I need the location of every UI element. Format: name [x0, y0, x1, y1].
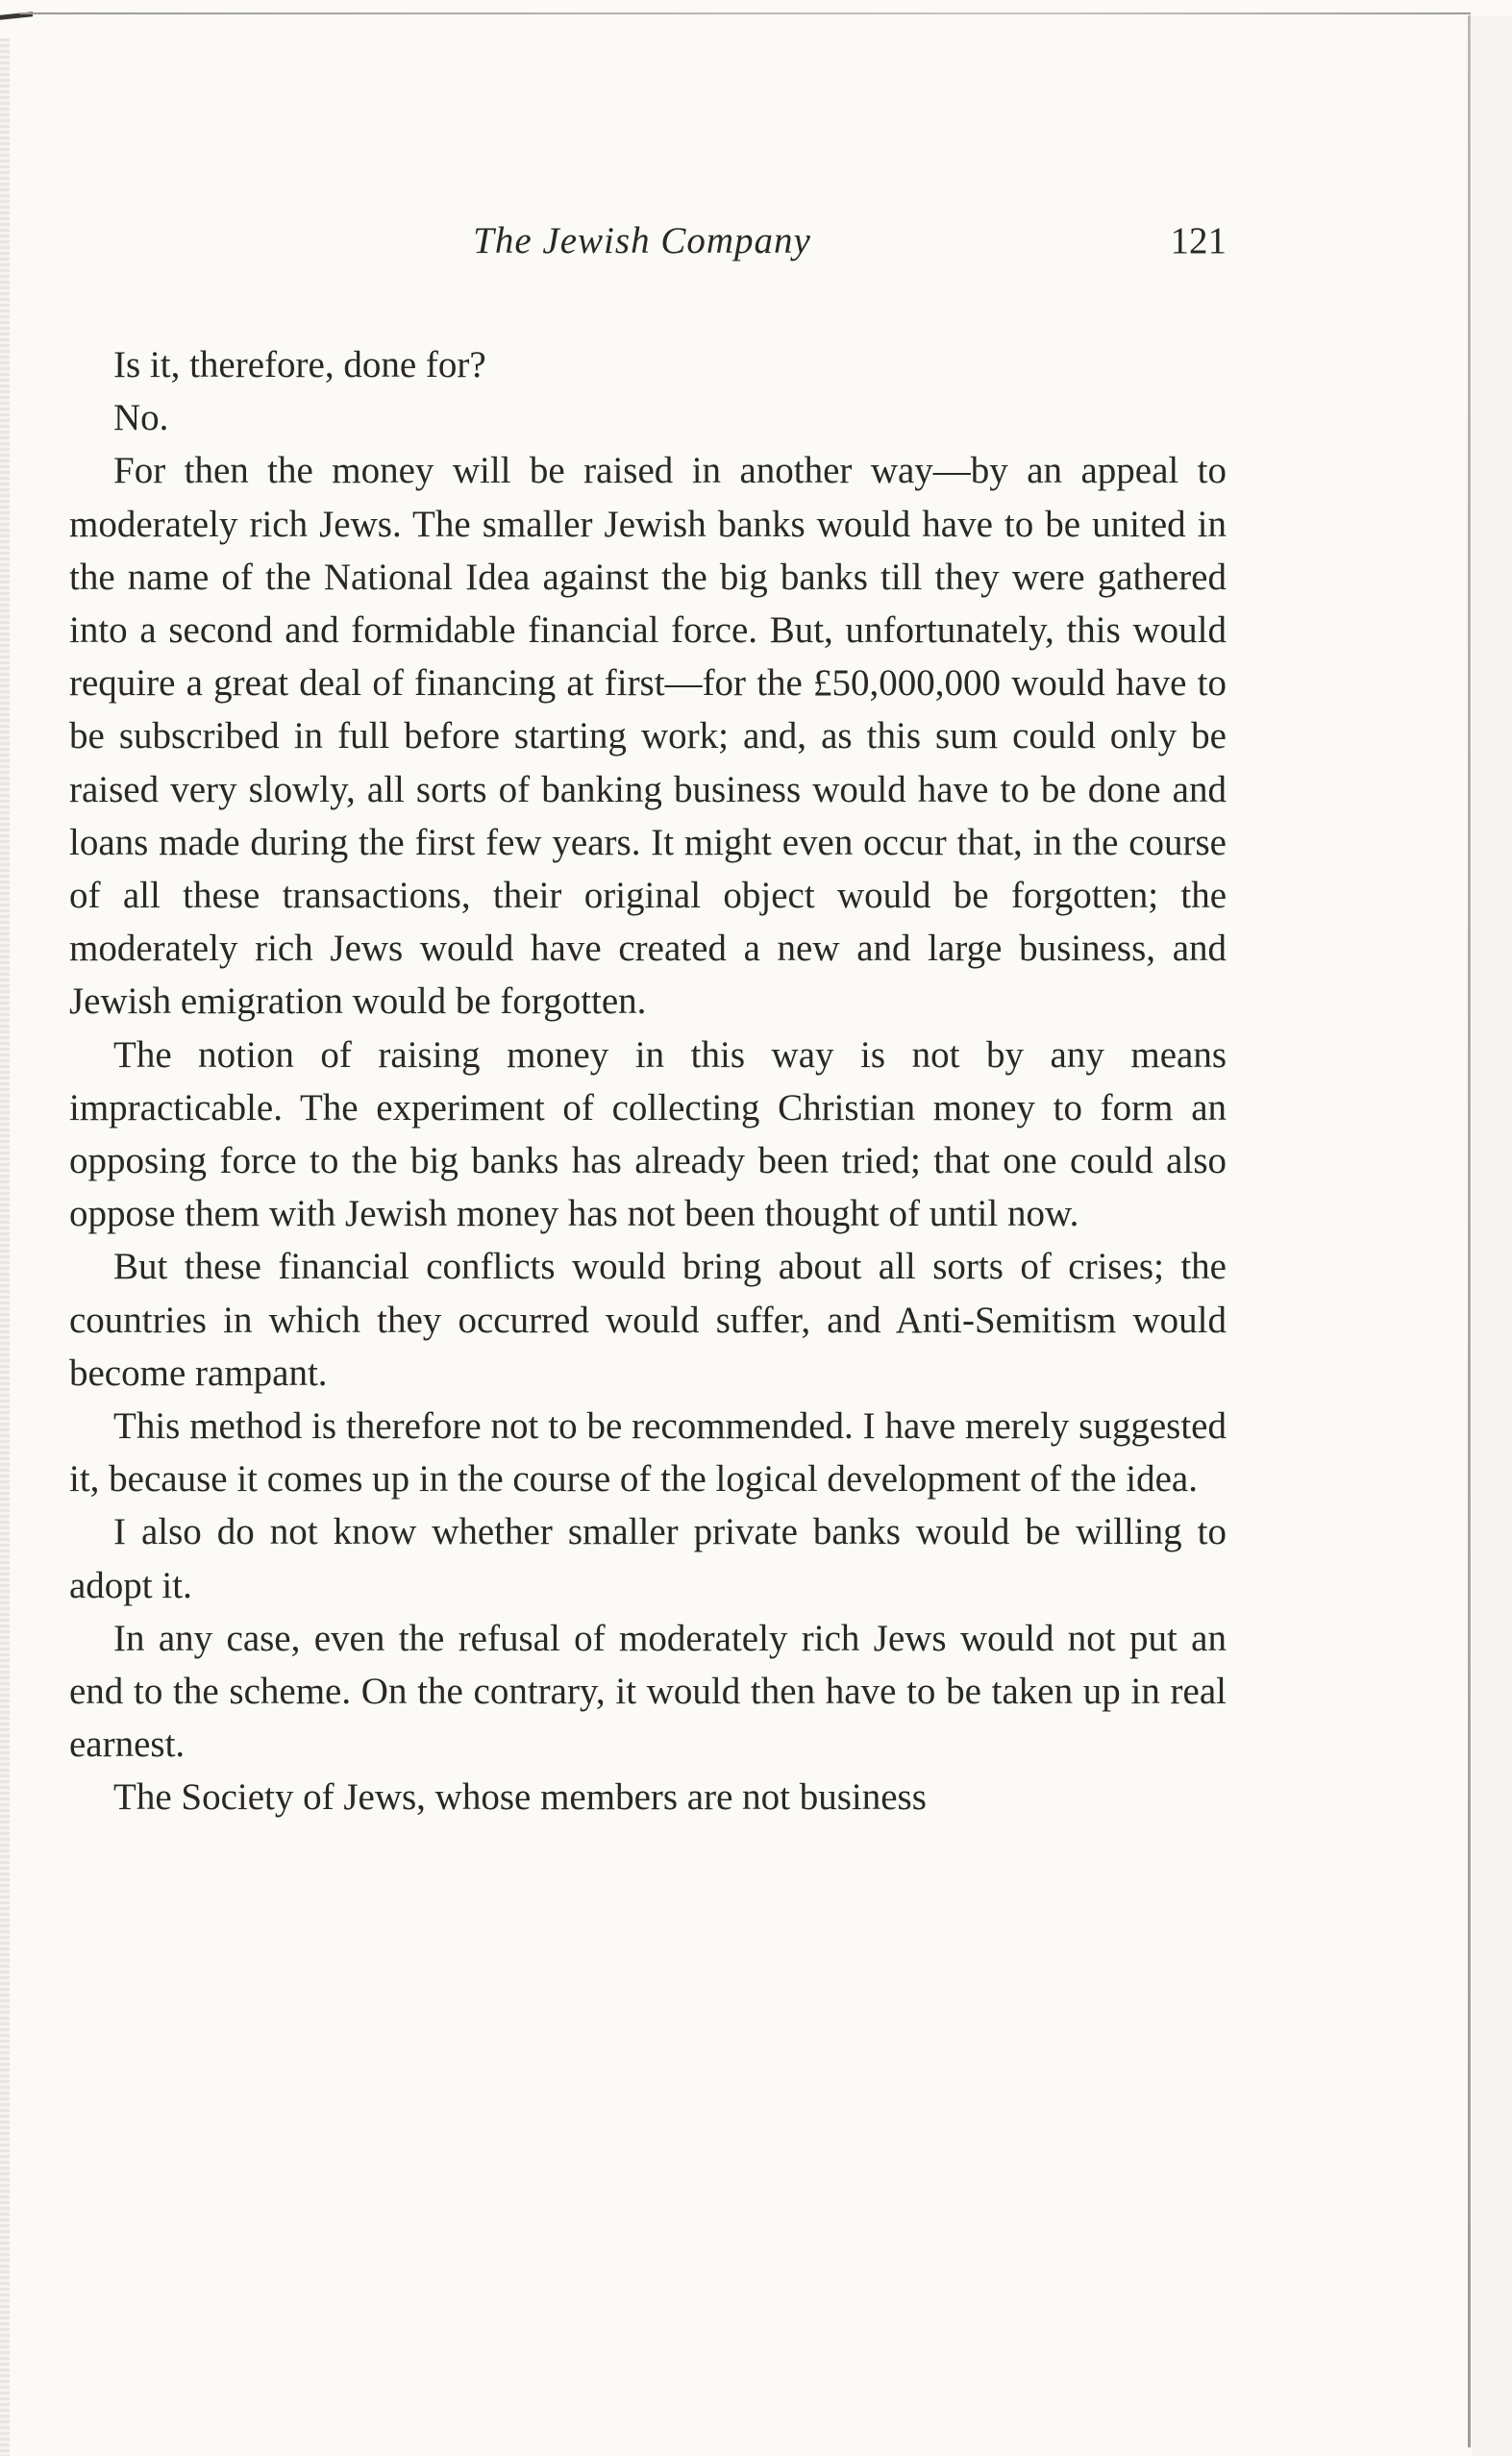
body-text — [69, 338, 1227, 1824]
scan-right-margin — [1472, 15, 1512, 2456]
paragraph: For then the money will be raised in another way—by an appeal to moderately rich Jews. The smaller Jewish banks would have to be united in the name of the National Idea against the big banks till they were gathered into a second and formidable financial force. But, unfortunately, this would require a great deal of financing at first—for the £50,000,000 would have to be subscribed in full before starting work; and, as this sum could only be raised very slowly, all sorts of banking business would have to be done and loans made during the first few years. It might even occur that, in the course of all these transactions, their original object would be forgotten; the moderately rich Jews would have created a new and large business, and Jewish emigration would be forgotten. — [69, 450, 1227, 1023]
paragraph: But these financial conflicts would bring about all sorts of crises; the countries in which they occurred would suffer, and Anti-Semitism would become rampant. — [69, 1246, 1227, 1394]
paragraph: The Society of Jews, whose members are not business — [113, 1776, 927, 1819]
page-number: 121 — [1170, 220, 1227, 261]
scan-left-edge — [0, 38, 10, 2456]
scan-right-border — [1468, 15, 1471, 2447]
paragraph: This method is therefore not to be recommended. I have merely suggested it, because it comes up in the course of the logical development of the idea. — [69, 1405, 1227, 1501]
running-head — [58, 219, 1227, 286]
paragraph: In any case, even the refusal of moderately rich Jews would not put an end to the scheme. On the contrary, it would then have to be taken up in real earnest. — [69, 1617, 1227, 1766]
paragraph: No. — [113, 397, 169, 439]
paragraph: Is it, therefore, done for? — [113, 344, 486, 385]
running-title: The Jewish Company — [473, 220, 811, 261]
paragraph: I also do not know whether smaller private banks would be willing to adopt it. — [69, 1511, 1227, 1606]
scan-top-border — [19, 12, 1471, 14]
paragraph: The notion of raising money in this way is not by any means impracticable. The experiment of collecting Christian money to form an opposing force to the big banks has already been tried; that one could also oppose them with Jewish money has not been thought of until now. — [69, 1033, 1227, 1235]
